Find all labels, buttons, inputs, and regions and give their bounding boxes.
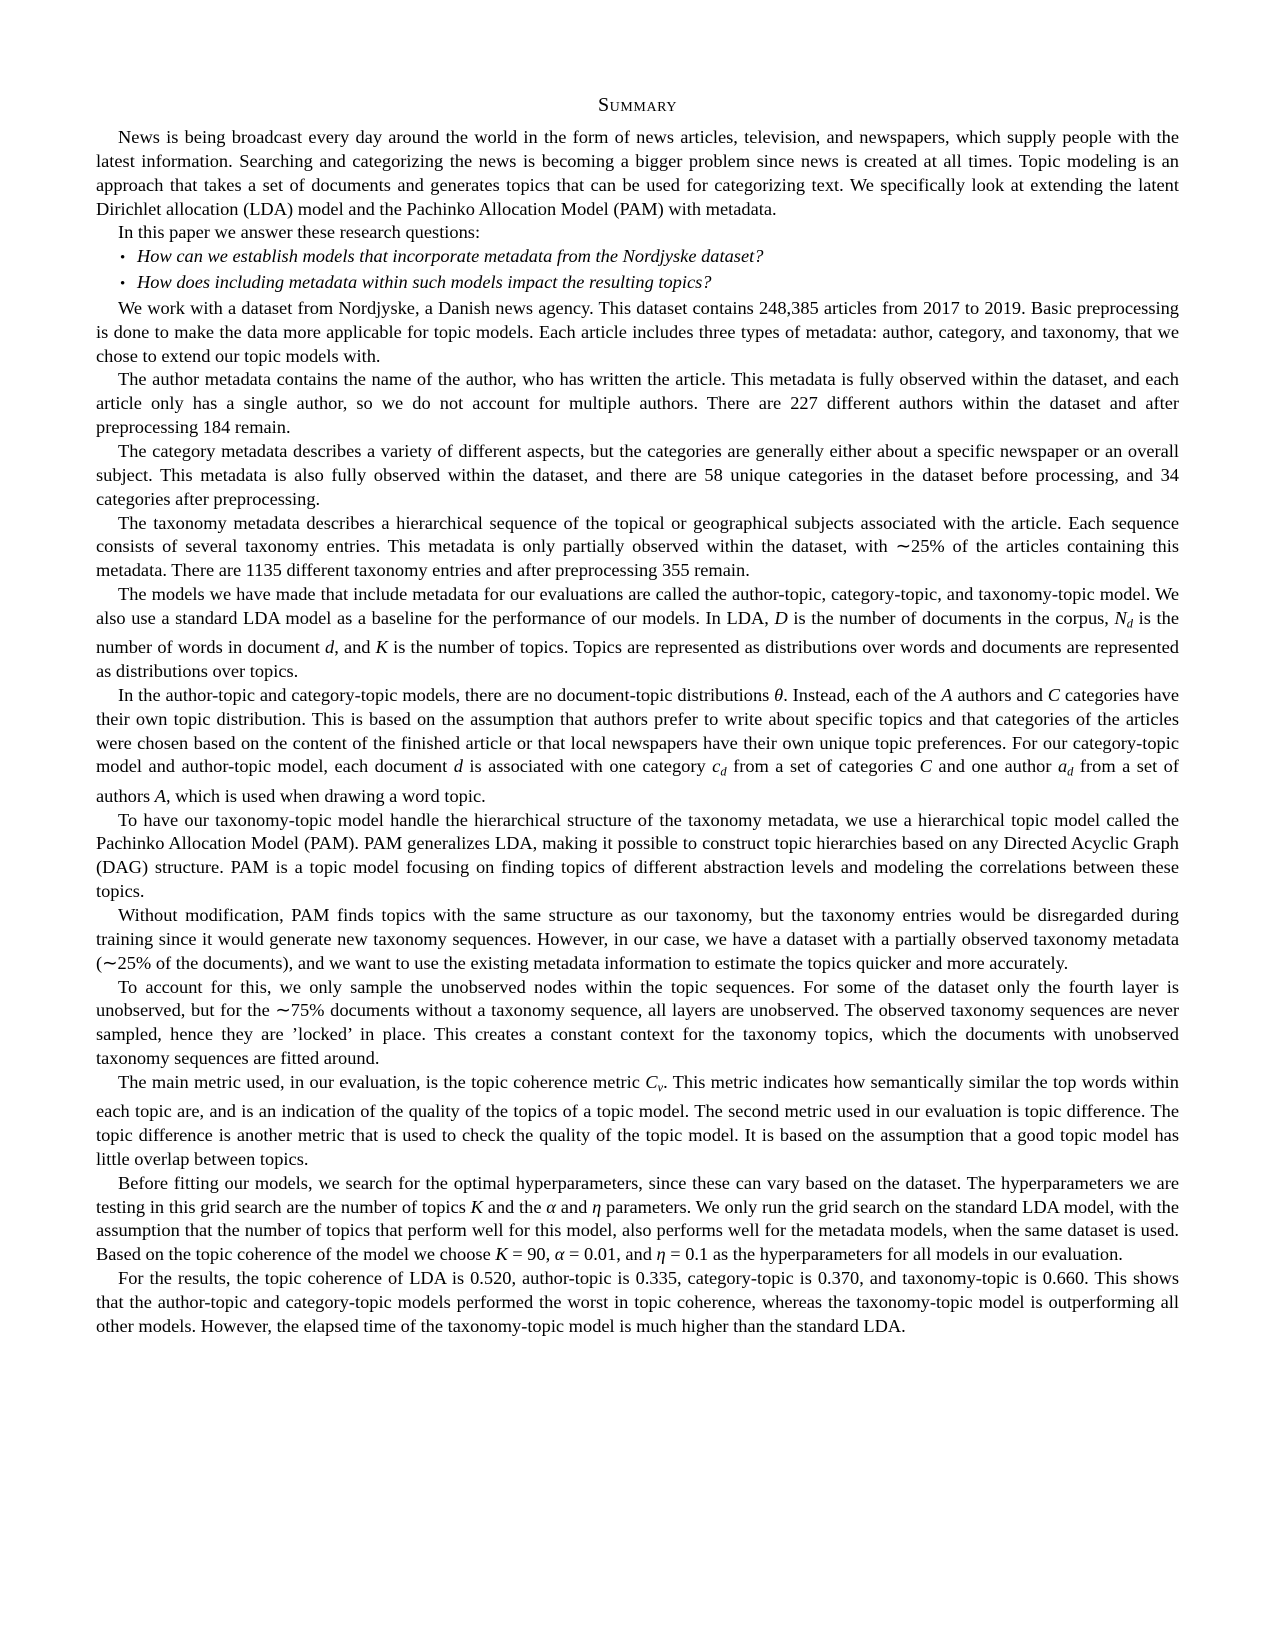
math-var: A [154,785,166,806]
text-run: In the author-topic and category-topic models, there are no document-topic distributions [118,684,775,705]
text-run: and one author [931,756,1058,777]
math-var: η [592,1196,602,1217]
text-run: . Instead, each of the [783,684,942,705]
text-run: authors and [952,684,1048,705]
text-run: is the number of words in document [96,607,1179,658]
text-run: The category metadata describes a variety of different aspects, but the categories are generally either about a specific newspaper or an overall subject. This metadata is also fully observed within the dataset, and there are 58 unique categories in the dataset before processing, and 34 categories after preprocessing. [96,440,1179,509]
math-var: C [1047,684,1061,705]
paragraph [96,976,1179,1071]
text-run: = 90, [507,1244,555,1265]
text-run: = 0.1 as the hyperparameters for all models in our evaluation. [665,1244,1123,1265]
text-run: In this paper we answer these research questions: [118,222,481,243]
text-run: categories have their own topic distribution. This is based on the assumption that authors prefer to write about specific topics and that categories of the articles were chosen based on the content of the finished article or that local newspapers have their own unique topic preferences. For our category-topic model and author-topic model, each document [96,684,1179,777]
text-run: To account for this, we only sample the unobserved nodes within the topic sequences. For some of the dataset only the fourth layer is unobserved, but for the ∼75% documents without a taxonomy sequence, all layers are unobserved. The observed taxonomy sequences are never sampled, hence they are ’locked’ in place. This creates a constant context for the taxonomy topics, which the documents with unobserved taxonomy sequences are fitted around. [96,976,1179,1069]
bullet-item [96,271,1179,297]
math-var: K [495,1244,508,1265]
math-var: C [645,1071,658,1092]
paragraph [96,583,1179,684]
paragraph [96,809,1179,904]
math-var: θ [774,684,784,705]
math-var: N [1114,607,1127,628]
math-var: A [941,684,953,705]
paragraph [96,221,1179,245]
paragraph [96,684,1179,809]
math-var: a [1057,756,1068,777]
text-run: For the results, the topic coherence of LDA is 0.520, author-topic is 0.335, category-topic is 0.370, and taxonomy-topic is 0.660. This shows that the author-topic and category-topic models performed the worst in topic coherence, whereas the taxonomy-topic model is outperforming all other models. However, the elapsed time of the taxonomy-topic model is much higher than the standard LDA. [96,1268,1179,1336]
bullet-item [96,245,1179,271]
math-var: C [919,756,932,777]
math-var: α [546,1196,556,1217]
paragraph [96,1267,1179,1339]
math-var: K [470,1196,483,1217]
paragraph [96,297,1179,369]
text-run: The models we have made that include metadata for our evaluations are called the author-topic, category-topic, and taxonomy-topic model. We also use a standard LDA model as a baseline for the performance of our models. In LDA, [96,584,1179,628]
text-run: We work with a dataset from Nordjyske, a Danish news agency. This dataset contains 248,385 articles from 2017 to 2019. Basic preprocessing is done to make the data more applicable for topic models. Each article includes three types of metadata: author, category, and taxonomy, that we chose to extend our topic models with. [96,297,1179,366]
paragraph [96,1172,1179,1267]
math-var: c [712,756,721,777]
bullet-icon: • [120,250,126,267]
math-var: d [1067,764,1074,779]
math-var: K [375,637,388,658]
text-run: , and [334,637,376,658]
text-run: , which is used when drawing a word topic. [165,785,486,806]
math-var: d [453,756,463,777]
paragraph [96,904,1179,976]
math-var: d [325,637,335,658]
math-var: d [1126,616,1134,631]
text-run: from a set of categories [726,756,920,777]
math-var: η [656,1244,666,1265]
text-run: . This metric indicates how semantically similar the top words within each topic are, and is an indication of the quality of the topics of a topic model. The second metric used in our evaluation is topic difference. The topic difference is another metric that is used to check the quality of the topic model. It is based on the assumption that a good topic model has little overlap between topics. [96,1071,1179,1169]
math-var: D [774,607,788,628]
text-run: The taxonomy metadata describes a hierarchical sequence of the topical or geographical subjects associated with the article. Each sequence consists of several taxonomy entries. This metadata is only partially observed within the dataset, with ∼25% of the articles containing this metadata. There are 1135 different taxonomy entries and after preprocessing 355 remain. [96,512,1179,581]
text-run: Before fitting our models, we search for the optimal hyperparameters, since these can vary based on the dataset. The hyperparameters we are testing in this grid search are the number of topics [96,1172,1179,1217]
paragraph [96,368,1179,440]
document-body [96,126,1179,1339]
text-run: and [555,1196,593,1217]
paragraph [96,1071,1179,1172]
math-var: α [554,1244,565,1265]
text-run: News is being broadcast every day around the world in the form of news articles, television, and newspapers, which supply people with the latest information. Searching and categorizing the news is becoming a bigger problem since news is created at all times. Topic modeling is an approach that takes a set of documents and generates topics that can be used for categorizing text. We specifically look at extending the latent Dirichlet allocation (LDA) model and the Pachinko Allocation Model (PAM) with metadata. [96,127,1179,219]
text-run: is the number of topics. Topics are represented as distributions over words and documents are represented as distributions over topics. [96,637,1179,682]
text-run: is the number of documents in the corpus, [787,607,1115,628]
text-run: and the [482,1196,547,1217]
text-run: parameters. We only run the grid search on the standard LDA model, with the assumption that the number of topics that perform well for this model, also performs well for the metadata models, when the same dataset is used. Based on the topic coherence of the model we choose [96,1196,1180,1265]
math-var: d [720,764,727,779]
text-run: = 0.01, and [564,1244,657,1265]
text-run: How does including metadata within such models impact the resulting topics? [137,272,712,293]
paragraph [96,512,1179,584]
text-run: To have our taxonomy-topic model handle the hierarchical structure of the taxonomy metadata, we use a hierarchical topic model called the Pachinko Allocation Model (PAM). PAM generalizes LDA, making it possible to construct topic hierarchies based on any Directed Acyclic Graph (DAG) structure. PAM is a topic model focusing on finding topics of different abstraction levels and modeling the correlations between these topics. [96,809,1179,902]
page-title: Summary [597,94,678,116]
paragraph [96,126,1179,221]
paragraph [96,440,1179,512]
text-run: The author metadata contains the name of the author, who has written the article. This metadata is fully observed within the dataset, and each article only has a single author, so we do not account for multiple authors. There are 227 different authors within the dataset and after preprocessing 184 remain. [96,369,1179,438]
text-run: How can we establish models that incorporate metadata from the Nordjyske dataset? [137,246,764,267]
text-run: The main metric used, in our evaluation, is the topic coherence metric [118,1071,646,1092]
text-run: Without modification, PAM finds topics with the same structure as our taxonomy, but the taxonomy entries would be disregarded during training since it would generate new taxonomy sequences. However, in our case, we have a dataset with a partially observed taxonomy metadata (∼25% of the documents), and we want to use the existing metadata information to estimate the topics quicker and more accurately. [96,905,1179,973]
bullet-icon: • [120,276,126,293]
text-run: is associated with one category [462,756,713,777]
text-run: from a set of authors [96,756,1179,806]
math-var: v [657,1080,664,1095]
